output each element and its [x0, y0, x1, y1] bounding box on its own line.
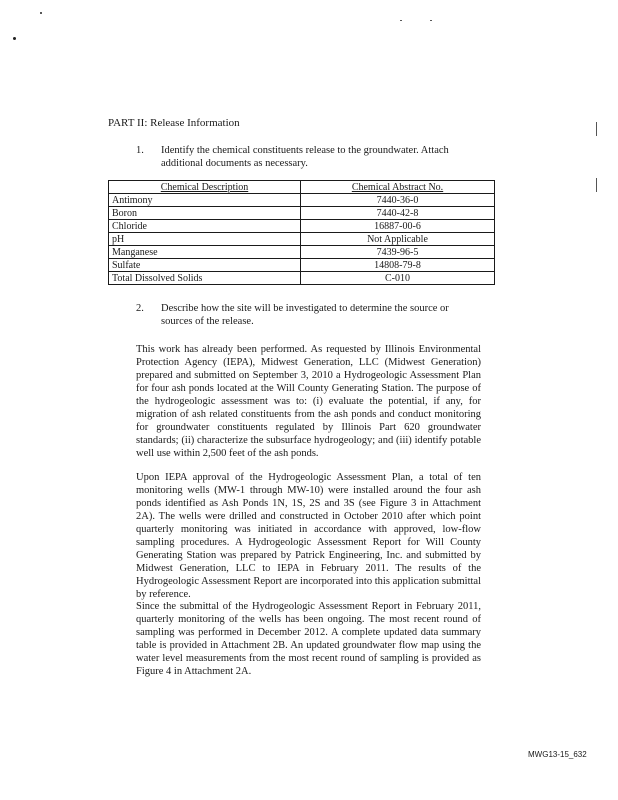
table-row: [109, 246, 495, 259]
table-row: [109, 220, 495, 233]
chemical-name: Sulfate: [109, 259, 301, 272]
chemical-name: Chloride: [109, 220, 301, 233]
chemical-abstract-no: Not Applicable: [301, 233, 495, 246]
table-row: [109, 233, 495, 246]
chemical-abstract-no: C-010: [301, 272, 495, 285]
table-header-row: [109, 181, 495, 194]
body-paragraph: Since the submittal of the Hydrogeologic Assessment Report in February 2011, quarterly monitoring of the wells has been ongoing. The most recent round of sampling was performed in December 2012. A complete updated data summary table is provided in Attachment 2B. An updated groundwater flow map using the water level measurements from the most recent round of sampling is provided as Figure 4 in Attachment 2A.: [136, 601, 481, 677]
item-2: [136, 302, 486, 330]
table-row: [109, 272, 495, 285]
table-row: [109, 194, 495, 207]
page-footer-bates-number: MWG13-15_632: [528, 750, 587, 759]
column-header: Chemical Description: [109, 181, 301, 194]
scan-speck: [40, 12, 42, 14]
chemical-name: Manganese: [109, 246, 301, 259]
body-paragraph: Upon IEPA approval of the Hydrogeologic Assessment Plan, a total of ten monitoring wells (MW-1 through MW-10) were installed around the four ash ponds identified as Ash Ponds 1N, 1S, 2S and 3S (see Figure 3 in Attachment 2A). The wells were drilled and constructed in October 2010 after which point quarterly monitoring was initiated in accordance with approved, low-flow sampling procedures. A Hydrogeologic Assessment Report for Will County Generating Station was prepared by Patrick Engineering, Inc. and submitted by Midwest Generation, LLC to IEPA in February 2011. The results of the Hydrogeologic Assessment Report are incorporated into this application submittal by reference.: [136, 472, 481, 600]
column-header: Chemical Abstract No.: [301, 181, 495, 194]
chemical-table: [108, 180, 495, 285]
chemical-name: Boron: [109, 207, 301, 220]
item-1: [136, 144, 486, 172]
table-row: [109, 207, 495, 220]
table-row: [109, 259, 495, 272]
margin-mark: [596, 178, 597, 192]
scan-speck: [400, 20, 402, 21]
chemical-name: pH: [109, 233, 301, 246]
item-number: 1.: [136, 145, 144, 156]
chemical-abstract-no: 7440-42-8: [301, 207, 495, 220]
item-number: 2.: [136, 303, 144, 314]
part-heading: PART II: Release Information: [108, 117, 240, 129]
chemical-name: Antimony: [109, 194, 301, 207]
scan-speck: [430, 20, 432, 21]
chemical-name: Total Dissolved Solids: [109, 272, 301, 285]
chemical-abstract-no: 7440-36-0: [301, 194, 495, 207]
margin-mark: [596, 122, 597, 136]
scan-speck: [13, 37, 16, 40]
item-text: Describe how the site will be investigated to determine the source or sources of the release.: [161, 303, 449, 327]
item-text: Identify the chemical constituents release to the groundwater. Attach additional documents as necessary.: [161, 145, 449, 169]
body-paragraph: This work has already been performed. As requested by Illinois Environmental Protection Agency (IEPA), Midwest Generation, LLC (Midwest Generation) prepared and submitted on September 3, 2010 a Hydrogeologic Assessment Plan for four ash ponds located at the Will County Generating Station. The purpose of the hydrogeologic assessment was to: (i) evaluate the potential, if any, for migration of ash related constituents from the ash ponds and conduct monitoring for groundwater constituents regulated by Illinois Part 620 groundwater standards; (ii) characterize the subsurface hydrogeology; and (iii) identify potable well use within 2,500 feet of the ash ponds.: [136, 344, 481, 459]
chemical-abstract-no: 14808-79-8: [301, 259, 495, 272]
chemical-abstract-no: 16887-00-6: [301, 220, 495, 233]
chemical-abstract-no: 7439-96-5: [301, 246, 495, 259]
